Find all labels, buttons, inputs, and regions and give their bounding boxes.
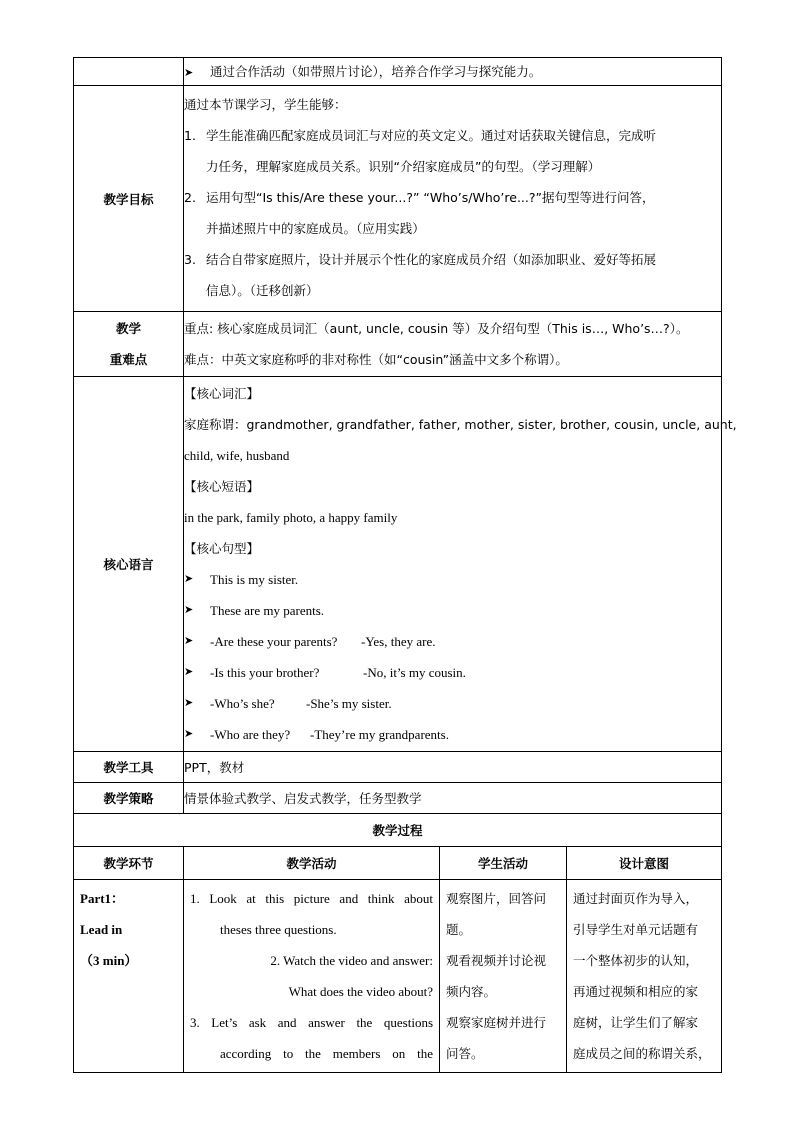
objective-item: 1. 学生能准确匹配家庭成员词汇与对应的英文定义。通过对话获取关键信息，完成听 力任务，理解家庭成员关系。识别“介绍家庭成员”的句型。（学习理解） — [184, 128, 657, 174]
sentence-heading: 【核心句型】 — [184, 541, 260, 556]
strategy-row — [74, 783, 722, 814]
sentence-item: ➤ -Who’s she? -She’s my sister. — [184, 688, 721, 719]
activity-line: according to the members on the — [220, 1046, 433, 1061]
bullet-arrow-icon: ➤ — [184, 666, 194, 678]
col-header-student: 学生活动 — [440, 847, 567, 880]
core-language-row — [74, 377, 722, 752]
objective-item: 3. 结合自带家庭照片，设计并展示个性化的家庭成员介绍（如添加职业、爱好等拓展 信息）。（迁移创新） — [184, 252, 657, 298]
activity-line: What does the video about? — [288, 984, 433, 999]
student-line: 观察家庭树并进行 — [446, 1015, 547, 1030]
process-row — [74, 880, 722, 1073]
intent-line: 庭树，让学生们了解家 — [573, 1015, 699, 1030]
key-focus: 重点: 核心家庭成员词汇（aunt, uncle, cousin 等）及介绍句型（This is…, Who’s…?）。 — [184, 321, 689, 336]
student-line: 观察图片，回答问 — [446, 891, 547, 906]
key-points-label-2: 重难点 — [109, 352, 148, 367]
core-language-label: 核心语言 — [74, 377, 184, 752]
key-difficulty: 难点：中英文家庭称呼的非对称性（如“cousin”涵盖中文多个称谓）。 — [184, 352, 568, 367]
student-line: 问答。 — [446, 1046, 484, 1061]
sentence-item: ➤ These are my parents. — [184, 595, 721, 626]
objectives-label: 教学目标 — [74, 86, 184, 312]
intent-line: 引导学生对单元话题有 — [573, 922, 699, 937]
bullet-arrow-icon: ➤ — [184, 66, 194, 79]
student-line: 观看视频并讨论视 — [446, 953, 547, 968]
process-title: 教学过程 — [74, 814, 722, 847]
tools-row — [74, 752, 722, 783]
bullet-arrow-icon: ➤ — [184, 573, 194, 585]
vocab-heading: 【核心词汇】 — [184, 386, 260, 401]
sentence-item: ➤ -Who are they? -They’re my grandparents. — [184, 719, 721, 750]
tools-value: PPT，教材 — [184, 752, 722, 783]
activity-line: 3. Let’s ask and answer the questions — [190, 1015, 433, 1030]
sentence-item: ➤ This is my sister. — [184, 564, 721, 595]
stage-time: （3 min） — [80, 953, 138, 968]
strategy-label: 教学策略 — [74, 783, 184, 814]
intent-line: 通过封面页作为导入， — [573, 891, 699, 906]
vocab-line: 家庭称谓：grandmother, grandfather, father, mother, sister, brother, cousin, uncle, aunt, — [184, 417, 737, 432]
cooperation-row — [74, 58, 722, 86]
intent-line: 再通过视频和相应的家 — [573, 984, 699, 999]
objective-item: 2. 运用句型“Is this/Are these your...?” “Who’s/Who’re...?”据句型等进行问答， 并描述照片中的家庭成员。（应用实践） — [184, 190, 655, 236]
sentence-item: ➤ -Are these your parents? -Yes, they are. — [184, 626, 721, 657]
col-header-activity: 教学活动 — [184, 847, 440, 880]
activity-line: theses three questions. — [220, 922, 337, 937]
vocab-line: child, wife, husband — [184, 448, 290, 463]
objectives-row — [74, 86, 722, 312]
key-points-label-1: 教学 — [115, 321, 141, 336]
lesson-plan-table — [73, 57, 737, 1073]
intent-line: 庭成员之间的称谓关系， — [573, 1046, 711, 1061]
activity-line: 2. Watch the video and answer: — [270, 953, 433, 968]
col-header-stage: 教学环节 — [74, 847, 184, 880]
stage-name: Lead in — [80, 922, 123, 937]
bullet-arrow-icon: ➤ — [184, 635, 194, 647]
process-header-row — [74, 847, 722, 880]
activity-line: 1. Look at this picture and think about — [190, 891, 433, 906]
phrases: in the park, family photo, a happy family — [184, 510, 398, 525]
process-title-row — [74, 814, 722, 847]
bullet-arrow-icon: ➤ — [184, 728, 194, 740]
objectives-intro: 通过本节课学习，学生能够： — [184, 97, 347, 112]
bullet-arrow-icon: ➤ — [184, 604, 194, 616]
phrase-heading: 【核心短语】 — [184, 479, 260, 494]
sentence-item: ➤ -Is this your brother? -No, it’s my cousin. — [184, 657, 721, 688]
stage-part: Part1： — [80, 891, 125, 906]
tools-label: 教学工具 — [74, 752, 184, 783]
bullet-arrow-icon: ➤ — [184, 697, 194, 709]
student-line: 频内容。 — [446, 984, 497, 999]
student-line: 题。 — [446, 922, 472, 937]
key-points-row — [74, 312, 722, 377]
intent-line: 一个整体初步的认知， — [573, 953, 699, 968]
strategy-value: 情景体验式教学、启发式教学，任务型教学 — [184, 783, 722, 814]
cooperation-text: 通过合作活动（如带照片讨论），培养合作学习与探究能力。 — [210, 64, 542, 79]
col-header-intent: 设计意图 — [567, 847, 722, 880]
